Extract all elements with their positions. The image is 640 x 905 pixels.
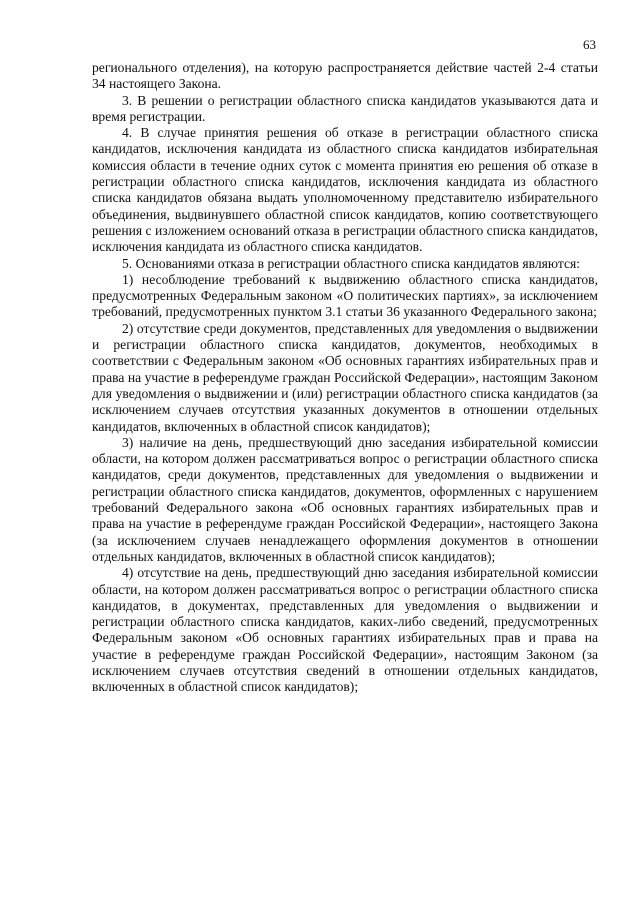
paragraph-item-3: 3. В решении о регистрации областного списка кандидатов указываются дата и время регистрации. xyxy=(92,92,598,124)
paragraph-item-4: 4. В случае принятия решения об отказе в регистрации областного списка кандидатов, исключения кандидата из областного списка кандидатов избирательная комиссия области в течение одних суток с момента принятия ею решения об отказе в регистрации областного списка кандидатов, исключения кандидата из областного списка кандидатов обязана выдать уполномоченному представителю избирательного объединения, выдвинувшего областной список кандидатов, копию соответствующего решения с изложением оснований отказа в регистрации областного списка кандидатов, исключения кандидата из областного списка кандидатов. xyxy=(92,125,598,255)
subparagraph-4: 4) отсутствие на день, предшествующий дню заседания избирательной комиссии области, на котором должен рассматриваться вопрос о регистрации областного списка кандидатов, в документах, представленных для уведомления о выдвижении и регистрации областного списка кандидатов, каких-либо сведений, предусмотренных Федеральным законом «Об основных гарантиях избирательных прав и права на участие в референдуме граждан Российской Федерации», настоящим Законом (за исключением случаев отсутствия сведений в отношении отдельных кандидатов, включенных в областной список кандидатов); xyxy=(92,565,598,695)
subparagraph-2: 2) отсутствие среди документов, представленных для уведомления о выдвижении и регистрации областного списка кандидатов, документов, необходимых в соответствии с Федеральным законом «Об основных гарантиях избирательных прав и права на участие в референдуме граждан Российской Федерации», настоящим Законом для уведомления о выдвижении и (или) регистрации областного списка кандидатов (за исключением случаев отсутствия указанных документов в отношении отдельных кандидатов, включенных в областной список кандидатов); xyxy=(92,320,598,434)
subparagraph-1: 1) несоблюдение требований к выдвижению областного списка кандидатов, предусмотренных Федеральным законом «О политических партиях», за исключением требований, предусмотренных пунктом 3.1 статьи 36 указанного Федерального закона; xyxy=(92,271,598,320)
subparagraph-3: 3) наличие на день, предшествующий дню заседания избирательной комиссии области, на котором должен рассматриваться вопрос о регистрации областного списка кандидатов, среди документов, представленных для уведомления о выдвижении и регистрации областного списка кандидатов, документов, оформленных с нарушением требований Федерального закона «Об основных гарантиях избирательных прав и права на участие в референдуме граждан Российской Федерации», настоящего Закона (за исключением случаев ненадлежащего оформления документов в отношении отдельных кандидатов, включенных в областной список кандидатов); xyxy=(92,434,598,564)
document-body xyxy=(92,60,598,696)
paragraph-continuation: регионального отделения), на которую распространяется действие частей 2-4 статьи 34 настоящего Закона. xyxy=(92,60,598,92)
paragraph-item-5: 5. Основаниями отказа в регистрации областного списка кандидатов являются: xyxy=(122,255,581,271)
page-number: 63 xyxy=(583,37,596,52)
